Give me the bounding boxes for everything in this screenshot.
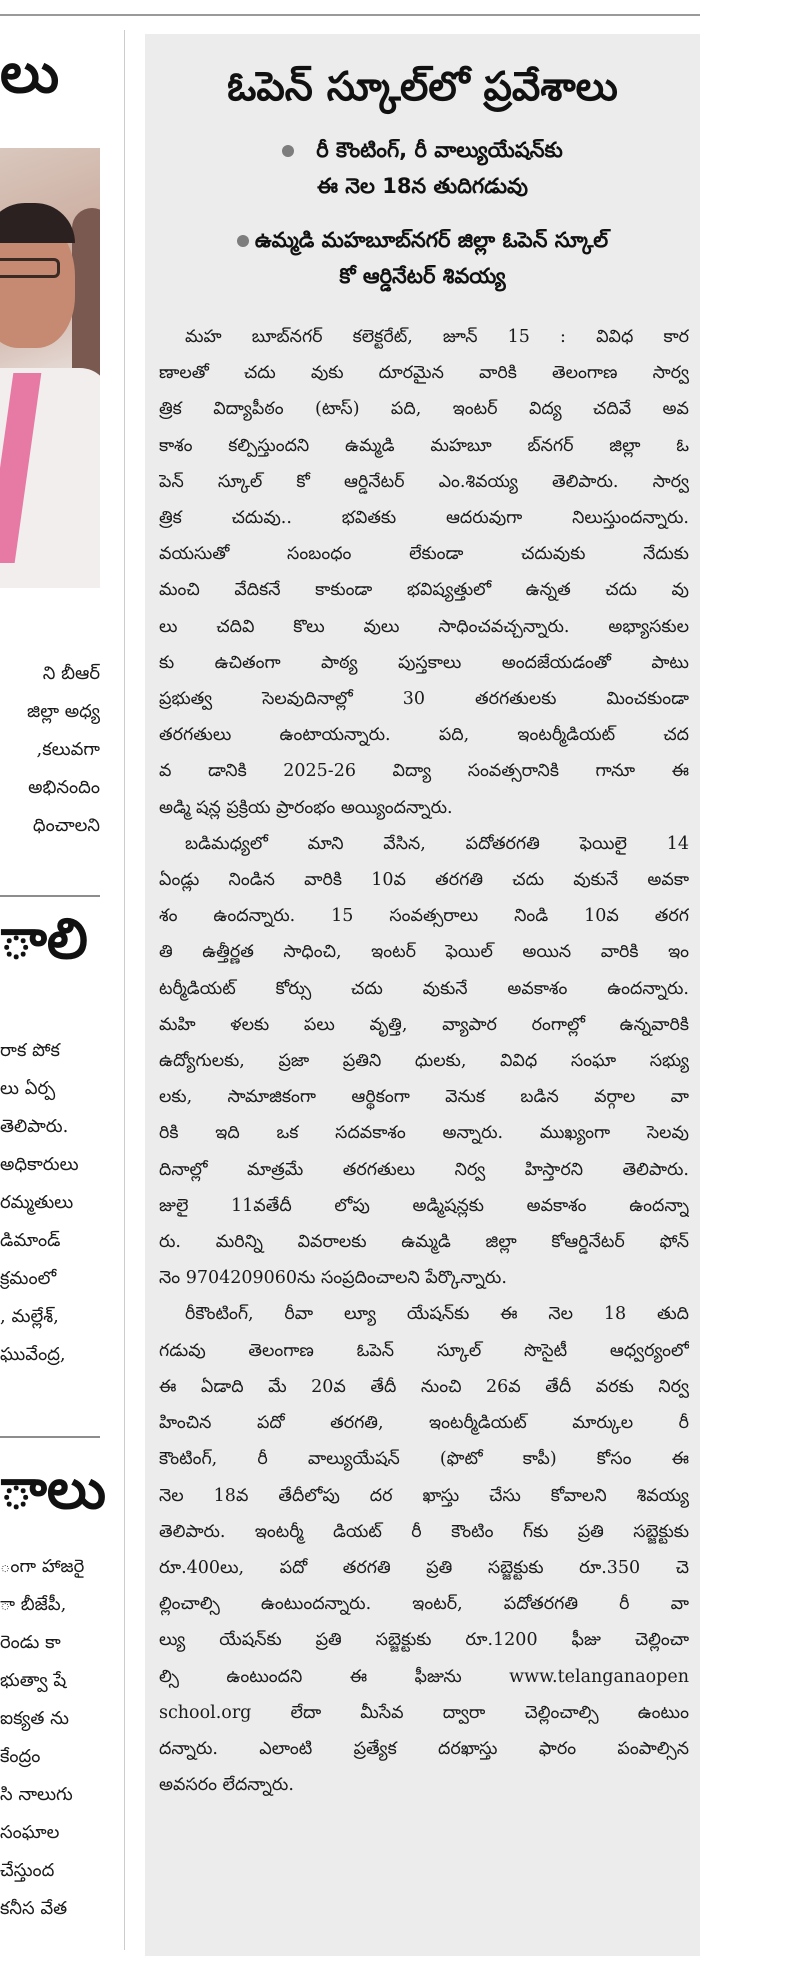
left-para-line: కేంద్రం bbox=[0, 1746, 41, 1767]
subhead-line: కో ఆర్డినేటర్ శివయ్య bbox=[339, 264, 506, 288]
body-line: త్రిక చదువు.. భవితకు ఆదరువుగా నిలుస్తుందన్నారు. bbox=[159, 508, 689, 529]
article-body bbox=[159, 319, 689, 1803]
left-para-line: సి నాలుగు bbox=[0, 1784, 73, 1805]
bullet-icon bbox=[237, 235, 249, 247]
body-line: మంచి వేదికనే కాకుండా భవిష్యత్తులో ఉన్నత చదు వు bbox=[159, 580, 689, 601]
left-para-line: ధించాలని bbox=[32, 815, 100, 836]
left-para-line: డిమాండ్ bbox=[0, 1230, 61, 1251]
body-line: గడువు తెలంగాణ ఓపెన్ స్కూల్ సొసైటీ ఆధ్వర్యంలో bbox=[159, 1340, 689, 1361]
article-subhead-2 bbox=[145, 222, 700, 294]
body-line: అవసరం లేదన్నారు. bbox=[159, 1775, 294, 1796]
left-para-line: లు ఏర్ప bbox=[0, 1078, 56, 1099]
left-news-photo bbox=[0, 148, 100, 588]
body-line: హించిన పదో తరగతి, ఇంటర్మీడియట్ మార్కుల రీ bbox=[159, 1413, 689, 1434]
body-line: తరగతులు ఉంటాయన్నారు. పది, ఇంటర్మీడియట్ చద bbox=[159, 725, 689, 746]
body-line: బడిమధ్యలో మాని వేసిన, పదోతరగతి ఫెయిలై 14 bbox=[185, 833, 689, 854]
left-paragraph-3 bbox=[0, 1548, 122, 1928]
left-para-line: జిల్లా అధ్య bbox=[27, 701, 100, 722]
left-heading-2: ాలి bbox=[0, 907, 88, 972]
body-line: ల్యు యేషన్‌కు ప్రతి సబ్జెక్టుకు రూ.1200 ఫీజు చెల్లించా bbox=[159, 1630, 689, 1651]
body-line: అడ్మి షన్ల ప్రక్రియ ప్రారంభం అయ్యిందన్నారు. bbox=[159, 797, 453, 818]
left-para-line: కలువగా, bbox=[36, 739, 100, 760]
body-line: మహ బూబ్‌నగర్ కలెక్టరేట్, జూన్ 15 : వివిధ కార bbox=[185, 327, 689, 347]
left-divider-1 bbox=[0, 895, 100, 897]
left-para-line: , మల్లేశ్, bbox=[0, 1306, 59, 1327]
left-para-line: ా బీజేపీ, bbox=[0, 1594, 67, 1615]
left-para-line: అధికారులు bbox=[0, 1154, 79, 1175]
subhead-line: ఈ నెల 18న తుదిగడువు bbox=[317, 174, 528, 198]
left-para-line: ఐక్యత ను bbox=[0, 1708, 70, 1729]
body-line: రీకౌంటింగ్, రీవా ల్యూ యేషన్‌కు ఈ నెల 18 తుది bbox=[185, 1304, 689, 1325]
body-line: లకు, సామాజికంగా ఆర్థికంగా వెనుక బడిన వర్గాల వా bbox=[159, 1087, 689, 1108]
article-box bbox=[145, 34, 700, 1956]
body-line: శం ఉందన్నారు. 15 సంవత్సరాలు నిండి 10వ తరగ bbox=[159, 906, 689, 927]
left-para-line: చేస్తుంద bbox=[0, 1860, 55, 1881]
body-line: తి ఉత్తీర్ణత సాధించి, ఇంటర్ ఫెయిల్ అయిన వారికి ఇం bbox=[159, 942, 689, 963]
body-line: ల్లించాల్సి ఉంటుందన్నారు. ఇంటర్, పదోతరగతి రీ వా bbox=[159, 1594, 689, 1615]
left-para-line: ఘువేంద్ర, bbox=[0, 1344, 66, 1365]
left-divider-2 bbox=[0, 1436, 100, 1438]
body-line: ఈ ఏడాది మే 20వ తేదీ నుంచి 26వ తేదీ వరకు నిర్వ bbox=[159, 1376, 689, 1397]
body-line: జులై 11వతేదీ లోపు అడ్మిషన్లకు అవకాశం ఉందన్నా bbox=[159, 1195, 689, 1216]
left-para-line: తెలిపారు. bbox=[0, 1116, 69, 1137]
left-adjacent-column bbox=[0, 0, 122, 1977]
left-para-line: భుత్వా షే bbox=[0, 1670, 67, 1691]
body-line: ఏండ్లు నిండిన వారికి 10వ తరగతి చదు వుకునే అవకా bbox=[159, 870, 689, 891]
left-para-line: రెండు కా bbox=[0, 1632, 61, 1653]
body-line: త్రిక విద్యాపీఠం (టాస్) పది, ఇంటర్ విద్య చదివే అవ bbox=[159, 399, 689, 420]
article-subhead-1 bbox=[145, 132, 700, 204]
body-line: ణాలతో చదు వుకు దూరమైన వారికి తెలంగాణ సార్వ bbox=[159, 363, 689, 384]
body-line: టర్మీడియట్ కోర్సు చదు వుకునే అవకాశం ఉందన్నారు. bbox=[159, 978, 689, 999]
left-heading-1: లు bbox=[0, 41, 60, 106]
body-line: ఉద్యోగులకు, ప్రజా ప్రతిని ధులకు, వివిధ సంఘా సభ్యు bbox=[159, 1051, 689, 1072]
body-line: రూ.400లు, పదో తరగతి ప్రతి సబ్జెక్టుకు రూ.350 చె bbox=[159, 1557, 689, 1578]
body-line: దన్నారు. ఎలాంటి ప్రత్యేక దరఖాస్తు ఫారం పంపాల్సిన bbox=[159, 1738, 689, 1759]
body-line: వయసుతో సంబంధం లేకుండా చదువుకు నేదుకు bbox=[159, 544, 689, 565]
body-line: పెన్ స్కూల్ కో ఆర్డినేటర్ ఎం.శివయ్య తెలిపారు. సార్వ bbox=[159, 471, 689, 492]
left-paragraph-2 bbox=[0, 1032, 122, 1374]
left-para-line: సంఘాల bbox=[0, 1822, 60, 1843]
photo-hair bbox=[0, 203, 75, 243]
left-paragraph-1 bbox=[0, 655, 122, 845]
photo-glasses bbox=[0, 258, 60, 278]
body-line: దినాల్లో మాత్రమే తరగతులు నిర్వ హిస్తారని తెలిపారు. bbox=[159, 1159, 689, 1180]
body-line: లు చదివి కొలు వులు సాధించవచ్చన్నారు. అభ్యాసకుల bbox=[159, 616, 689, 637]
bullet-icon bbox=[282, 145, 294, 157]
subhead-line bbox=[145, 222, 700, 258]
left-heading-3: ాలు bbox=[0, 1457, 107, 1522]
body-line: రు. మరిన్ని వివరాలకు ఉమ్మడి జిల్లా కోఆర్డినేటర్ ఫోన్ bbox=[159, 1232, 689, 1253]
body-line: ల్సి ఉంటుందని ఈ ఫీజును www.telanganaopen bbox=[159, 1666, 689, 1687]
left-para-line: అభినందిం bbox=[28, 777, 100, 798]
body-line: ప్రభుత్వ సెలవుదినాల్లో 30 తరగతులకు మించకుండా bbox=[159, 689, 689, 710]
body-line: కౌంటింగ్, రీ వాల్యుయేషన్ (ఫొటో కాపీ) కోసం ఈ bbox=[159, 1449, 689, 1470]
body-line: కు ఉచితంగా పాఠ్య పుస్తకాలు అందజేయడంతో పాటు bbox=[159, 652, 689, 673]
body-line: నెం 9704209060ను సంప్రదించాలని పేర్కొన్నారు. bbox=[159, 1268, 507, 1289]
left-para-line: రాక పోక bbox=[0, 1040, 60, 1061]
left-para-line: ంగా హాజరై bbox=[0, 1556, 85, 1577]
body-line: మహి ళలకు పలు వృత్తి, వ్యాపార రంగాల్లో ఉన్నవారికి bbox=[159, 1014, 689, 1035]
body-line: రికి ఇది ఒక సదవకాశం అన్నారు. ముఖ్యంగా సెలవు bbox=[159, 1123, 689, 1144]
body-line: నెల 18వ తేదీలోపు దర ఖాస్తు చేసు కోవాలని శివయ్య bbox=[159, 1485, 689, 1506]
article-headline: ఓపెన్ స్కూల్‌లో ప్రవేశాలు bbox=[227, 64, 618, 110]
body-line: school.org లేదా మీసేవ ద్వారా చెల్లించాల్సి ఉంటుం bbox=[159, 1702, 689, 1723]
left-para-line: ని బీఆర్ bbox=[42, 663, 100, 684]
body-line: వ డానికి 2025-26 విద్యా సంవత్సరానికి గానూ ఈ bbox=[159, 761, 689, 782]
subhead-line bbox=[145, 132, 700, 168]
subhead-text: రీ కౌంటింగ్, రీ వాల్యుయేషన్‌కు bbox=[316, 138, 563, 162]
column-divider bbox=[124, 30, 125, 1950]
body-line: కాశం కల్పిస్తుందని ఉమ్మడి మహబూ బ్‌నగర్ జిల్లా ఓ bbox=[159, 435, 689, 456]
subhead-text: ఉమ్మడి మహబూబ్‌నగర్ జిల్లా ఓపెన్ స్కూల్ bbox=[254, 228, 609, 252]
left-para-line: కనీస వేత bbox=[0, 1898, 68, 1919]
left-para-line: క్రమంలో bbox=[0, 1268, 57, 1289]
left-para-line: రమ్మతులు bbox=[0, 1192, 74, 1213]
body-line: తెలిపారు. ఇంటర్మీ డియట్ రీ కౌంటిం గ్‌కు ప్రతి సబ్జెక్టుకు bbox=[159, 1521, 689, 1542]
